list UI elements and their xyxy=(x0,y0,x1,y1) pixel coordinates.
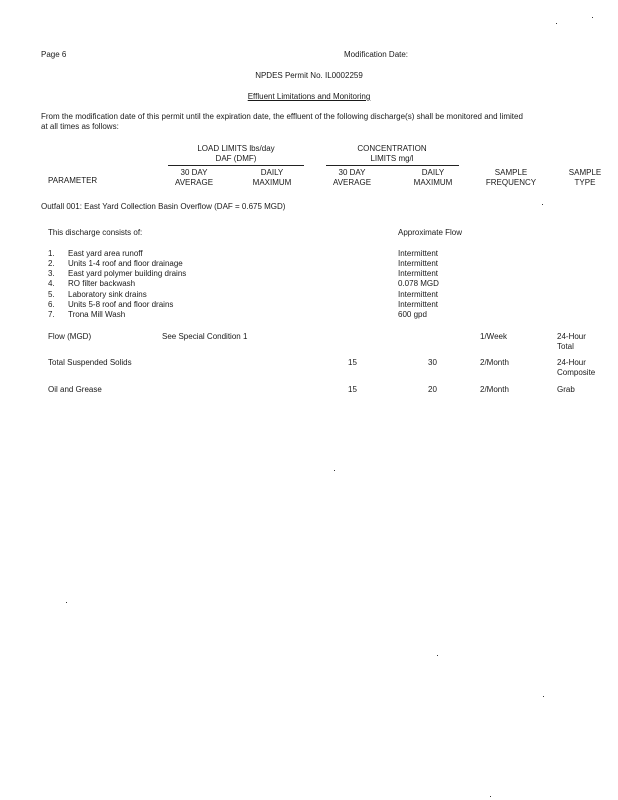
row-sample-type: 24-Hour xyxy=(557,358,586,367)
conc-avg-heading-2: AVERAGE xyxy=(332,178,372,187)
parameter-heading: PARAMETER xyxy=(48,176,98,185)
intro-line-1: From the modification date of this permit until the expiration date, the effluent of the following discharge(s) shall be monitored and limited xyxy=(41,112,523,121)
load-max-heading-2: MAXIMUM xyxy=(252,178,292,187)
consist-item-num: 5. xyxy=(48,290,55,299)
conc-avg-heading-1: 30 DAY xyxy=(338,168,366,177)
modification-date-label: Modification Date: xyxy=(344,50,409,59)
page-number: Page 6 xyxy=(41,50,67,59)
consist-item-name: Units 1-4 roof and floor drainage xyxy=(68,259,183,268)
row-conc-avg: 15 xyxy=(348,385,357,394)
discharge-consists-label: This discharge consists of: xyxy=(48,228,143,237)
row-conc-avg: 15 xyxy=(348,358,357,367)
consist-item-name: RO filter backwash xyxy=(68,279,136,288)
row-parameter: Flow (MGD) xyxy=(48,332,92,341)
consist-item-flow: 0.078 MGD xyxy=(398,279,439,288)
load-avg-heading-1: 30 DAY xyxy=(180,168,208,177)
approximate-flow-heading: Approximate Flow xyxy=(398,228,463,237)
outfall-description: Outfall 001: East Yard Collection Basin Overflow (DAF = 0.675 MGD) xyxy=(41,202,286,211)
consist-item-flow: Intermittent xyxy=(398,300,439,309)
row-parameter: Oil and Grease xyxy=(48,385,102,394)
consist-item-name: Laboratory sink drains xyxy=(68,290,147,299)
consist-item-num: 2. xyxy=(48,259,55,268)
load-max-heading-1: DAILY xyxy=(260,168,284,177)
row-frequency: 2/Month xyxy=(480,358,509,367)
scan-speck xyxy=(490,796,491,797)
row-sample-type-2: Total xyxy=(557,342,574,351)
consist-item-flow: Intermittent xyxy=(398,269,439,278)
consist-item-name: East yard polymer building drains xyxy=(68,269,187,278)
load-limits-rule xyxy=(168,165,304,166)
sample-frequency-heading-2: FREQUENCY xyxy=(485,178,537,187)
row-sample-type: 24-Hour xyxy=(557,332,586,341)
section-title xyxy=(0,92,618,102)
concentration-heading: CONCENTRATION xyxy=(357,144,427,153)
row-conc-max: 30 xyxy=(428,358,437,367)
scan-speck xyxy=(556,23,557,24)
consist-item-num: 7. xyxy=(48,310,55,319)
scan-speck xyxy=(592,17,593,18)
load-limits-heading: LOAD LIMITS lbs/day xyxy=(197,144,275,153)
scan-speck xyxy=(66,602,67,603)
sample-type-heading-2: TYPE xyxy=(574,178,596,187)
consist-item-flow: Intermittent xyxy=(398,290,439,299)
sample-frequency-heading-1: SAMPLE xyxy=(494,168,528,177)
consist-item-flow: Intermittent xyxy=(398,259,439,268)
scan-speck xyxy=(542,204,543,205)
consist-item-name: Units 5-8 roof and floor drains xyxy=(68,300,174,309)
scan-speck xyxy=(437,655,438,656)
intro-line-2: at all times as follows: xyxy=(41,122,119,131)
concentration-rule xyxy=(326,165,459,166)
row-conc-max: 20 xyxy=(428,385,437,394)
row-frequency: 2/Month xyxy=(480,385,509,394)
consist-item-num: 1. xyxy=(48,249,55,258)
row-frequency: 1/Week xyxy=(480,332,507,341)
section-title-text: Effluent Limitations and Monitoring xyxy=(247,92,371,101)
row-sample-type: Grab xyxy=(557,385,575,394)
consist-item-num: 4. xyxy=(48,279,55,288)
permit-number: NPDES Permit No. IL0002259 xyxy=(255,71,363,80)
limits-unit-heading: LIMITS mg/l xyxy=(370,154,414,163)
row-sample-type-2: Composite xyxy=(557,368,596,377)
daf-heading: DAF (DMF) xyxy=(215,154,257,163)
consist-item-num: 6. xyxy=(48,300,55,309)
row-note: See Special Condition 1 xyxy=(162,332,248,341)
consist-item-name: Trona Mill Wash xyxy=(68,310,126,319)
consist-item-flow: Intermittent xyxy=(398,249,439,258)
conc-max-heading-1: DAILY xyxy=(421,168,445,177)
sample-type-heading-1: SAMPLE xyxy=(568,168,602,177)
consist-item-num: 3. xyxy=(48,269,55,278)
row-parameter: Total Suspended Solids xyxy=(48,358,132,367)
load-avg-heading-2: AVERAGE xyxy=(174,178,214,187)
consist-item-name: East yard area runoff xyxy=(68,249,143,258)
conc-max-heading-2: MAXIMUM xyxy=(413,178,453,187)
scan-speck xyxy=(334,470,335,471)
scan-speck xyxy=(543,696,544,697)
consist-item-flow: 600 gpd xyxy=(398,310,427,319)
